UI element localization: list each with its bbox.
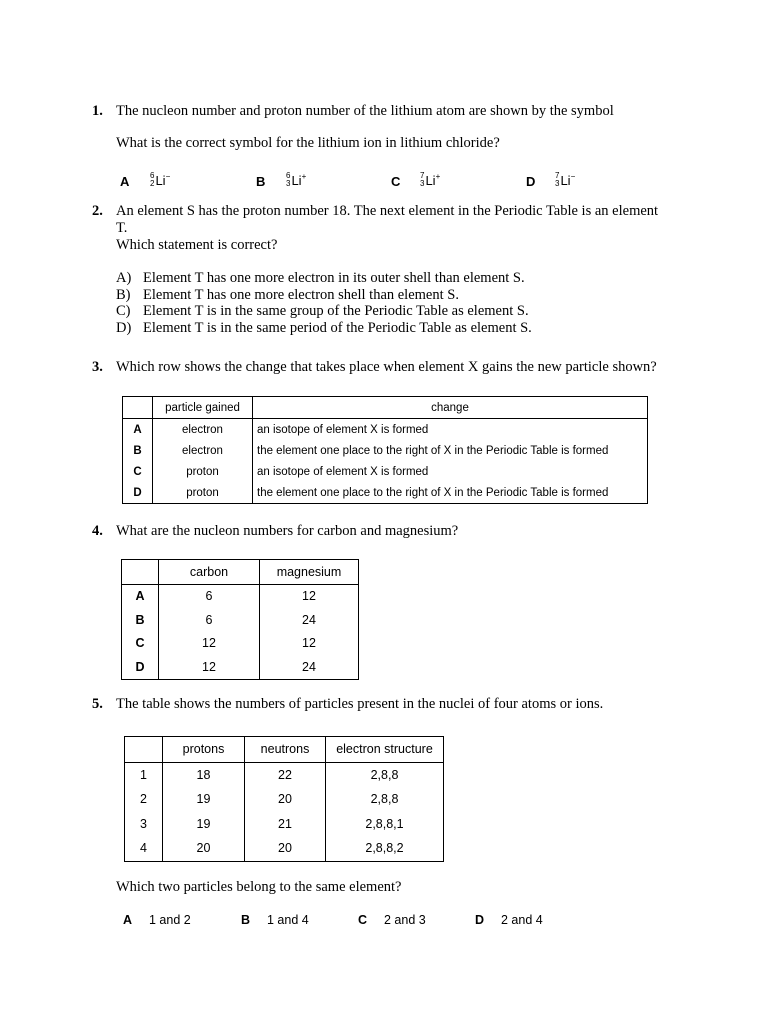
row-letter: D bbox=[123, 482, 153, 504]
table-cell: 3 bbox=[125, 812, 163, 837]
option-letter: B bbox=[241, 913, 251, 927]
table-cell: proton bbox=[153, 461, 253, 482]
q1-option-b-symbol: 6 3 Li + bbox=[286, 171, 307, 188]
option-letter: A bbox=[120, 174, 130, 189]
row-letter: C bbox=[123, 461, 153, 482]
row-letter: A bbox=[122, 584, 159, 608]
q5-question: Which two particles belong to the same element? bbox=[116, 879, 402, 895]
q4-question: What are the nucleon numbers for carbon and magnesium? bbox=[116, 523, 459, 539]
option-label: C) bbox=[116, 303, 131, 319]
option-label: D) bbox=[116, 320, 132, 336]
table-cell: 2,8,8,2 bbox=[326, 836, 444, 861]
q3-number: 3. bbox=[92, 359, 103, 375]
q3-question: Which row shows the change that takes place when element X gains the new particle shown? bbox=[116, 359, 657, 375]
table-row bbox=[125, 787, 444, 812]
row-letter: B bbox=[122, 608, 159, 632]
header-cell: change bbox=[253, 397, 648, 419]
table-cell: 19 bbox=[163, 812, 245, 837]
header-cell: electron structure bbox=[326, 737, 444, 763]
header-cell: magnesium bbox=[260, 560, 359, 585]
header-cell bbox=[123, 397, 153, 419]
option-text: Element T has one more electron in its outer shell than element S. bbox=[143, 270, 525, 286]
q2-text-line2: T. bbox=[116, 220, 128, 236]
q5-table bbox=[124, 736, 444, 862]
q5-option-d[interactable] bbox=[475, 913, 543, 927]
q1-option-b[interactable] bbox=[256, 173, 265, 191]
q4-number: 4. bbox=[92, 523, 103, 539]
q2-text-line1: An element S has the proton number 18. The next element in the Periodic Table is an element bbox=[116, 203, 659, 219]
table-cell: 19 bbox=[163, 787, 245, 812]
option-letter: C bbox=[358, 913, 368, 927]
option-letter: C bbox=[391, 174, 401, 189]
option-letter: B bbox=[256, 174, 266, 189]
table-cell: electron bbox=[153, 440, 253, 461]
header-cell: neutrons bbox=[245, 737, 326, 763]
table-cell: 24 bbox=[260, 608, 359, 632]
table-row bbox=[125, 836, 444, 861]
q2-number: 2. bbox=[92, 203, 103, 219]
q5-option-c[interactable] bbox=[358, 913, 426, 927]
q1-option-c[interactable] bbox=[391, 173, 400, 191]
table-cell: 2,8,8 bbox=[326, 762, 444, 787]
row-letter: B bbox=[123, 440, 153, 461]
table-cell: 2,8,8 bbox=[326, 787, 444, 812]
option-letter: A bbox=[123, 913, 133, 927]
q1-text: The nucleon number and proton number of the lithium atom are shown by the symbol bbox=[116, 103, 614, 119]
table-row[interactable] bbox=[123, 461, 648, 482]
option-text: 1 and 2 bbox=[149, 913, 191, 927]
table-row bbox=[125, 762, 444, 787]
option-label: B) bbox=[116, 287, 131, 303]
header-cell bbox=[122, 560, 159, 585]
q3-table bbox=[122, 396, 648, 504]
q1-option-d[interactable] bbox=[526, 173, 535, 191]
table-row[interactable] bbox=[122, 584, 359, 608]
option-text: 1 and 4 bbox=[267, 913, 309, 927]
table-header-row bbox=[122, 560, 359, 585]
q5-option-b[interactable] bbox=[241, 913, 309, 927]
option-text: Element T is in the same period of the Periodic Table as element S. bbox=[143, 320, 532, 336]
table-row[interactable] bbox=[123, 440, 648, 461]
table-cell: the element one place to the right of X in the Periodic Table is formed bbox=[253, 482, 648, 504]
row-letter: A bbox=[123, 419, 153, 441]
table-row[interactable] bbox=[122, 608, 359, 632]
option-text: Element T is in the same group of the Periodic Table as element S. bbox=[143, 303, 529, 319]
table-cell: 22 bbox=[245, 762, 326, 787]
table-cell: 2 bbox=[125, 787, 163, 812]
table-cell: 18 bbox=[163, 762, 245, 787]
header-cell: protons bbox=[163, 737, 245, 763]
table-cell: 6 bbox=[159, 608, 260, 632]
table-cell: 1 bbox=[125, 762, 163, 787]
q2-option-d[interactable] bbox=[116, 320, 532, 337]
q1-option-a-symbol: 6 2 Li − bbox=[150, 171, 171, 188]
table-cell: 2,8,8,1 bbox=[326, 812, 444, 837]
option-text: 2 and 4 bbox=[501, 913, 543, 927]
q4-table bbox=[121, 559, 359, 680]
table-cell: an isotope of element X is formed bbox=[253, 461, 648, 482]
header-cell: particle gained bbox=[153, 397, 253, 419]
q1-question: What is the correct symbol for the lithium ion in lithium chloride? bbox=[116, 135, 500, 151]
option-text: 2 and 3 bbox=[384, 913, 426, 927]
table-row[interactable] bbox=[123, 419, 648, 441]
table-cell: 6 bbox=[159, 584, 260, 608]
q2-option-a[interactable] bbox=[116, 270, 525, 287]
q1-number: 1. bbox=[92, 103, 103, 119]
table-cell: 20 bbox=[163, 836, 245, 861]
option-label: A) bbox=[116, 270, 132, 286]
table-cell: electron bbox=[153, 419, 253, 441]
table-cell: 21 bbox=[245, 812, 326, 837]
table-cell: an isotope of element X is formed bbox=[253, 419, 648, 441]
row-letter: D bbox=[122, 655, 159, 679]
table-row[interactable] bbox=[123, 482, 648, 504]
table-row[interactable] bbox=[122, 632, 359, 656]
table-cell: 12 bbox=[159, 655, 260, 679]
q5-text: The table shows the numbers of particles present in the nuclei of four atoms or ions. bbox=[116, 696, 604, 712]
table-row[interactable] bbox=[122, 655, 359, 679]
q1-option-d-symbol: 7 3 Li − bbox=[555, 171, 576, 188]
table-cell: 20 bbox=[245, 787, 326, 812]
option-text: Element T has one more electron shell than element S. bbox=[143, 287, 459, 303]
table-cell: 12 bbox=[260, 632, 359, 656]
q2-option-b[interactable] bbox=[116, 287, 459, 304]
q1-option-c-symbol: 7 3 Li + bbox=[420, 171, 441, 188]
option-letter: D bbox=[526, 174, 536, 189]
table-header-row bbox=[123, 397, 648, 419]
table-cell: the element one place to the right of X in the Periodic Table is formed bbox=[253, 440, 648, 461]
table-cell: 12 bbox=[260, 584, 359, 608]
header-cell: carbon bbox=[159, 560, 260, 585]
header-cell bbox=[125, 737, 163, 763]
table-cell: proton bbox=[153, 482, 253, 504]
table-cell: 4 bbox=[125, 836, 163, 861]
table-row bbox=[125, 812, 444, 837]
q5-option-a[interactable] bbox=[123, 913, 191, 927]
table-cell: 12 bbox=[159, 632, 260, 656]
table-cell: 24 bbox=[260, 655, 359, 679]
table-cell: 20 bbox=[245, 836, 326, 861]
q1-option-a[interactable] bbox=[120, 173, 129, 191]
q2-question: Which statement is correct? bbox=[116, 237, 278, 253]
option-letter: D bbox=[475, 913, 485, 927]
q5-number: 5. bbox=[92, 696, 103, 712]
q2-option-c[interactable] bbox=[116, 303, 529, 320]
row-letter: C bbox=[122, 632, 159, 656]
table-header-row bbox=[125, 737, 444, 763]
